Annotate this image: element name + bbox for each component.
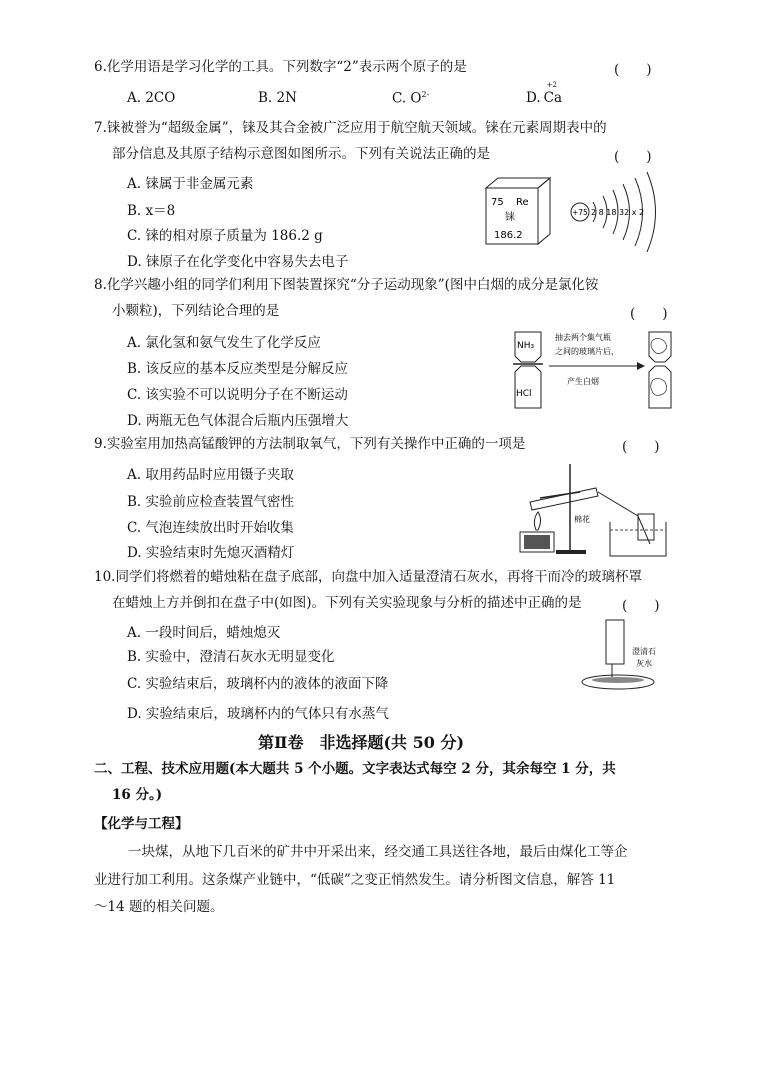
q8-stem-line1: 8.化学兴趣小组的同学们利用下图装置探究“分子运动现象”(图中白烟的成分是氯化铵 <box>94 277 599 293</box>
q9-option-b: B. 实验前应检查装置气密性 <box>127 494 295 510</box>
gas-bottles-left <box>513 332 543 408</box>
rhenium-figure <box>480 168 670 252</box>
q9-answer-paren: ( ) <box>622 439 660 455</box>
q10-option-a: A. 一段时间后，蜡烛熄灭 <box>127 625 281 641</box>
intro-paragraph-line3: ～14 题的相关问题。 <box>94 899 224 915</box>
q8-option-c: C. 该实验不可以说明分子在不断运动 <box>127 387 348 403</box>
nh3-label: NH₃ <box>517 341 535 351</box>
q6-option-c: C. $O^{2-}$ <box>392 90 430 107</box>
white-smoke-label: 产生白烟 <box>567 377 599 386</box>
q8-stem-line2: 小颗粒)，下列结论合理的是 <box>112 303 280 319</box>
q10-answer-paren: ( ) <box>622 598 660 614</box>
q10-stem-line1: 10.同学们将燃着的蜡烛粘在盘子底部，向盘中加入适量澄清石灰水，再将干而冷的玻璃杯罩 <box>94 569 642 585</box>
q10-option-b: B. 实验中，澄清石灰水无明显变化 <box>127 649 335 665</box>
q6-option-b: B. 2N <box>258 90 297 106</box>
q6-option-a: A. 2CO <box>127 90 176 106</box>
q7-option-b: B. x＝8 <box>127 203 176 219</box>
q9-stem: 9.实验室用加热高锰酸钾的方法制取氧气，下列有关操作中正确的一项是 <box>94 436 526 452</box>
arrow-text-line2: 之间的玻璃片后， <box>555 347 619 356</box>
section-heading-line1: 二、工程、技术应用题(本大题共 5 个小题。文字表达式每空 2 分，其余每空 1 分，共 <box>94 761 616 777</box>
cotton-label: 棉花 <box>574 515 590 524</box>
q7-option-d: D. 铼原子在化学变化中容易失去电子 <box>127 254 349 270</box>
q9-option-c: C. 气泡连续放出时开始收集 <box>127 520 294 536</box>
arrow-annotation <box>549 332 645 386</box>
alcohol-lamp <box>520 512 554 552</box>
water-trough <box>610 514 666 556</box>
q6-stem: 6.化学用语是学习化学的工具。下列数字“2”表示两个原子的是 <box>94 59 467 75</box>
q7-stem-line1: 7.铼被誉为“超级金属”，铼及其合金被广泛应用于航空航天领域。铼在元素周期表中的 <box>94 120 607 136</box>
candle-cup-figure <box>576 616 666 692</box>
q10-stem-line2: 在蜡烛上方并倒扣在盘子中(如图)。下列有关实验现象与分析的描述中正确的是 <box>112 595 582 611</box>
shell-electrons: 2 8 18 32 x 2 <box>591 208 645 217</box>
q10-option-d: D. 实验结束后，玻璃杯内的气体只有水蒸气 <box>127 706 389 722</box>
diffusion-experiment-figure <box>505 326 675 416</box>
q6-option-d: D. +2 Ca <box>526 81 563 106</box>
cell-atomic-number: 75 <box>491 197 504 208</box>
periodic-cell <box>486 178 550 244</box>
limewater-label-line1: 澄清石 <box>632 647 656 656</box>
q8-answer-paren: ( ) <box>630 306 668 322</box>
q7-option-c: C. 铼的相对原子质量为 186.2 g <box>127 228 323 244</box>
intro-paragraph-line1: 一块煤，从地下几百米的矿井中开采出来，经交通工具送往各地，最后由煤化工等企 <box>128 844 628 860</box>
section-heading-line2: 16 分。) <box>112 787 163 803</box>
q8-option-d: D. 两瓶无色气体混合后瓶内压强增大 <box>127 413 349 429</box>
atom-structure-diagram <box>571 172 656 252</box>
q7-stem-line2: 部分信息及其原子结构示意图如图所示。下列有关说法正确的是 <box>112 146 490 162</box>
subsection-heading: 【化学与工程】 <box>94 816 189 832</box>
q7-option-a: A. 铼属于非金属元素 <box>127 176 254 192</box>
intro-paragraph-line2: 业进行加工利用。这条煤产业链中，“低碳”之变正悄然发生。请分析图文信息，解答 11 <box>94 872 616 888</box>
q8-option-b: B. 该反应的基本反应类型是分解反应 <box>127 361 349 377</box>
q8-option-a: A. 氯化氢和氨气发生了化学反应 <box>127 335 321 351</box>
q6-answer-paren: ( ) <box>614 62 652 78</box>
part2-title: 第Ⅱ卷 非选择题(共 50 分) <box>258 733 465 752</box>
arrow-text-line1: 抽去两个集气瓶 <box>555 333 611 342</box>
limewater-label-line2: 灰水 <box>636 659 652 668</box>
q10-option-c: C. 实验结束后，玻璃杯内的液体的液面下降 <box>127 676 389 692</box>
nucleus-label: +75 <box>572 208 588 217</box>
q9-option-d: D. 实验结束时先熄灭酒精灯 <box>127 545 295 561</box>
cell-mass: 186.2 <box>494 230 523 241</box>
hcl-label: HCl <box>516 389 532 399</box>
cell-name: 铼 <box>505 212 515 223</box>
q7-answer-paren: ( ) <box>614 149 652 165</box>
gas-bottles-right <box>649 332 671 408</box>
cell-symbol: Re <box>516 197 529 208</box>
oxygen-apparatus-figure <box>510 456 670 560</box>
q9-option-a: A. 取用药品时应用镊子夹取 <box>127 467 294 483</box>
